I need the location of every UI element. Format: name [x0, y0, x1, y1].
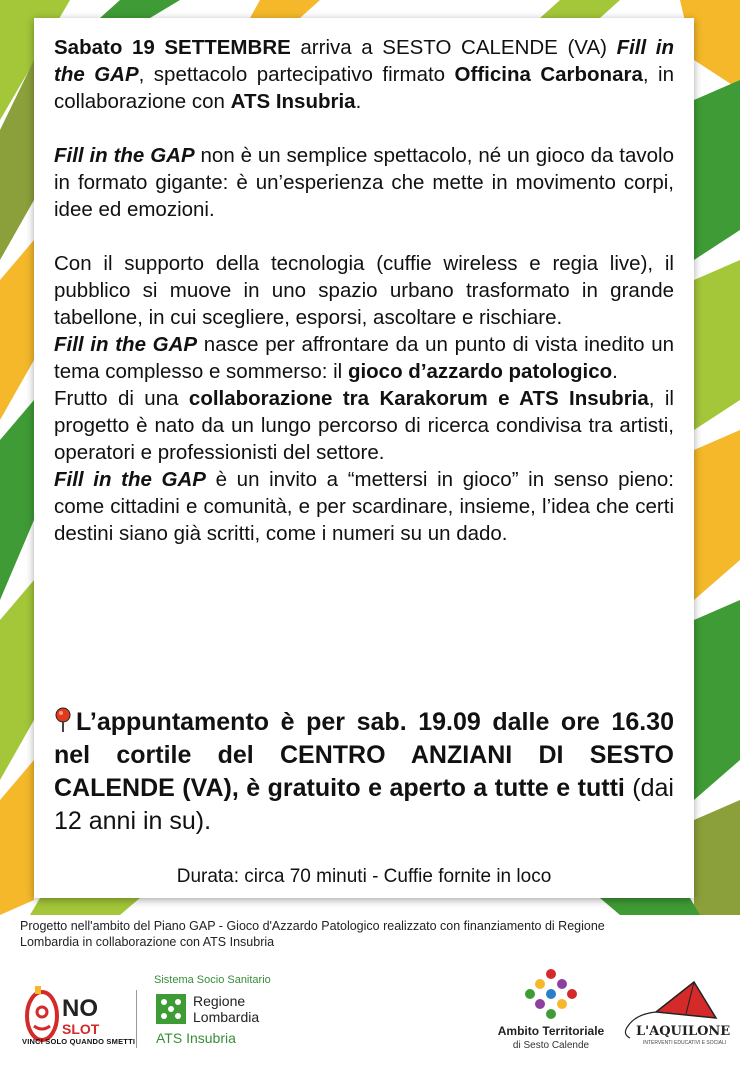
aquilone-name: L'AQUILONE — [636, 1024, 731, 1039]
show-title: Fill in the GAP — [54, 468, 206, 491]
sistema-label: Sistema Socio Sanitario — [154, 974, 271, 986]
paragraph-technology — [54, 250, 674, 331]
regione-line-1: Regione — [193, 993, 246, 1009]
aquilone-sub: INTERVENTI EDUCATIVI E SOCIALI — [643, 1040, 727, 1046]
noslot-no: NO — [62, 995, 98, 1022]
duration-info: Durata: circa 70 minuti - Cuffie fornite in loco — [176, 866, 552, 887]
funding-note: Progetto nell'ambito del Piano GAP - Gioco d'Azzardo Patologico realizzato con finanziamento di Regione Lombardia in collaborazione con ATS Insubria — [20, 919, 605, 949]
text-run: , in collaborazione con — [54, 63, 674, 113]
regione-lombardia-logo-icon — [156, 994, 186, 1024]
map-pin-icon — [54, 707, 72, 733]
company-name: Officina Carbonara — [454, 63, 643, 86]
content-card — [34, 18, 694, 898]
text-run: è un invito a “mettersi in gioco” in senso pieno: come cittadini e comunità, e per scardinare, insieme, l’idea che certi destini siano già scritti, come i numeri su un dado. — [54, 468, 674, 545]
regione-line-2: Lombardia — [193, 1009, 260, 1025]
show-title: Fill in the GAP — [54, 36, 674, 86]
topic-highlight: gioco d’azzardo patologico — [347, 360, 613, 383]
appointment-age: (dai 12 anni in su). — [54, 774, 674, 835]
ambito-name: Ambito Territoriale — [497, 1024, 605, 1038]
text-run: nasce per affrontare da un punto di vista inedito un tema complesso e sommerso: il — [54, 333, 674, 383]
text-run: . — [355, 90, 362, 113]
logo-divider — [136, 990, 137, 1048]
event-date: Sabato 19 SETTEMBRE — [54, 36, 291, 59]
text-run: , il progetto è nato da un lungo percorso di ricerca condivisa tra artisti, operatori e professionisti del settore. — [54, 387, 674, 464]
regione-name — [193, 993, 259, 1025]
partner-name: ATS Insubria — [230, 90, 356, 113]
paragraph-collaboration — [54, 385, 674, 466]
paragraph-purpose — [54, 331, 674, 385]
text-run: . — [612, 360, 618, 383]
text-run: , spettacolo partecipativo firmato — [138, 63, 455, 86]
logos-bar — [0, 962, 740, 1069]
paragraph-invitation — [54, 466, 674, 547]
article-body — [54, 34, 674, 547]
text-run: Con il supporto della tecnologia (cuffie wireless e regia live), il pubblico si muove in uno spazio urbano trasformato in grande tabellone, in cui scegliere, esporsi, ascoltare e rischiare. — [54, 252, 674, 329]
ambito-sub: di Sesto Calende — [512, 1040, 590, 1051]
ats-label: ATS Insubria — [156, 1030, 236, 1046]
noslot-tagline: VINCI SOLO QUANDO SMETTI — [22, 1037, 136, 1046]
text-run: non è un semplice spettacolo, né un gioco da tavolo in formato gigante: è un’esperienza che mette in movimento corpi, idee ed emozioni. — [54, 144, 674, 221]
show-title: Fill in the GAP — [54, 144, 195, 167]
ambito-logo-icon — [520, 966, 582, 1024]
noslot-slot: SLOT — [62, 1021, 100, 1037]
appointment-details: L’appuntamento è per sab. 19.09 dalle ore 16.30 nel cortile del CENTRO ANZIANI DI SESTO CALENDE (VA), è gratuito e aperto a tutte e tutti — [54, 708, 674, 802]
text-run: arriva a SESTO CALENDE (VA) — [290, 36, 617, 59]
paragraph-intro — [54, 34, 674, 115]
appointment-block — [54, 706, 674, 838]
text-run: Frutto di una — [54, 387, 189, 410]
collaboration-highlight: collaborazione tra Karakorum e ATS Insubria — [188, 387, 649, 410]
show-title: Fill in the GAP — [54, 333, 198, 356]
paragraph-description — [54, 142, 674, 223]
